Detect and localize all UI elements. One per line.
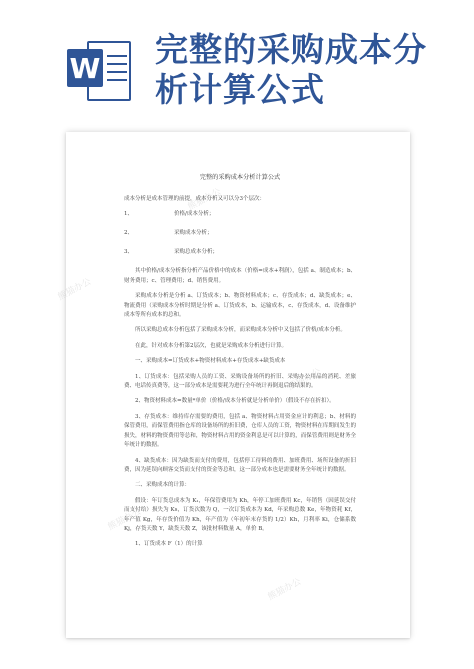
watermark: 熊猫办公: [286, 366, 323, 393]
subsection-heading: 1、订货成本 F（1）的计算: [135, 541, 203, 548]
list-item: [124, 210, 356, 219]
doc-line: [107, 79, 127, 81]
page-title: [155, 30, 455, 110]
paragraph: 2、物资材料成本=数量*单价（价格/成本分析就是分析单价）（假设不存在折扣）。: [135, 398, 335, 405]
document-body: [124, 172, 356, 556]
watermark: 熊猫办公: [56, 276, 93, 303]
header-banner: [0, 0, 474, 122]
watermark: 熊猫办公: [266, 576, 303, 603]
list-item: [124, 229, 356, 238]
paragraph: 在此，针对成本分析第2层次，也就是采购成本分析进行计算。: [135, 342, 288, 349]
watermark: 熊猫办公: [186, 186, 223, 213]
list-number: 3、: [124, 249, 133, 256]
watermark: 熊猫办公: [106, 506, 143, 533]
document-title: 完整的采购成本分析计算公式: [199, 174, 281, 181]
paragraph: 3、存货成本：维持库存需要的费用，包括 a、物资材料占用资金应计的利息；b、材料的保管费用，而保管费用指仓库的设备场所的折旧费，仓库人员的工资，物资材料在库期间发生的损失，材料的物资费用等总和，物资材料占用的资金利息是可以计算的，而保管费用则是财务全年统计的数据。: [124, 413, 356, 449]
word-document-icon: [67, 35, 131, 101]
doc-line: [107, 71, 127, 73]
paragraph: 假设：年订货总成本为 K₁，年保管费用为 Kh，年停工加班费用 Kc，年销售（因延误交付而支付给）损失为 Ks，订货次数为 Q，一次订货成本为 Kd，年采购总数 Ke，年物资耗 Kf，年产值 Kg，年存货价值为 Kh，年产值为（年初年末存货的 1/2）Kh，月利率 Ki，仓储系数 Kj，存货天数 Y，缺货天数 Z，该批材料数量 A，单价 B。: [124, 497, 356, 532]
list-text: 采购总成本分析；: [174, 249, 219, 256]
intro-paragraph: 成本分析是成本管理的前提，成本分析又可以分3个层次：: [124, 196, 266, 202]
document-preview-page[interactable]: [56, 132, 410, 638]
doc-line: [107, 55, 127, 57]
paragraph: 4、缺货成本：因为缺货而支付的费用，包括停工待料的费用、加班费用、场所设备的折旧费，因为延误向顾客交货而支付的资金等总和，这一部分成本也是需要财务全年统计的数据。: [124, 457, 356, 473]
page-title-line-1: 完整的采购成本分: [155, 30, 427, 69]
paragraph: 1、订货成本：包括采购人员的工资、采购设备场所的折旧、采购办公用品的消耗、差旅费、电话传真费等，这一部分成本是需要耗为进行全年统计再倒退后的结果的。: [124, 373, 356, 390]
doc-line: [107, 63, 127, 65]
list-number: 2、: [124, 230, 133, 237]
section-heading: 二、采购成本的计算：: [135, 482, 191, 489]
word-w-badge: W: [67, 49, 103, 87]
section-heading: 一、采购成本=订货成本+物资材料成本+存货成本+缺货成本: [135, 358, 286, 365]
list-number: 1、: [124, 211, 133, 218]
list-text: 采购成本分析；: [174, 230, 213, 237]
paragraph: 所以采购总成本分析包括了采购成本分析，而采购成本分析中又包括了价格/成本分析。: [135, 327, 346, 334]
list-text: 价格/成本分析；: [174, 211, 215, 218]
paragraph: 其中价格/成本分析指分析产品价格中的成本（价格=成本+利润），包括 a、制造成本；b、财务费用；c、管理费用；d、销售费用。: [124, 268, 356, 284]
page-title-line-2: 析计算公式: [155, 70, 325, 109]
paragraph: 采购成本分析是分析 a、订货成本；b、物资材料成本；c、存货成本；d、缺货成本；e、物流费用（采购成本分析时期是分析 a、订货成本，b、运输成本，c、存货成本，d、设备维护成本等所有成本的总和。: [124, 293, 356, 319]
list-item: [124, 248, 356, 257]
